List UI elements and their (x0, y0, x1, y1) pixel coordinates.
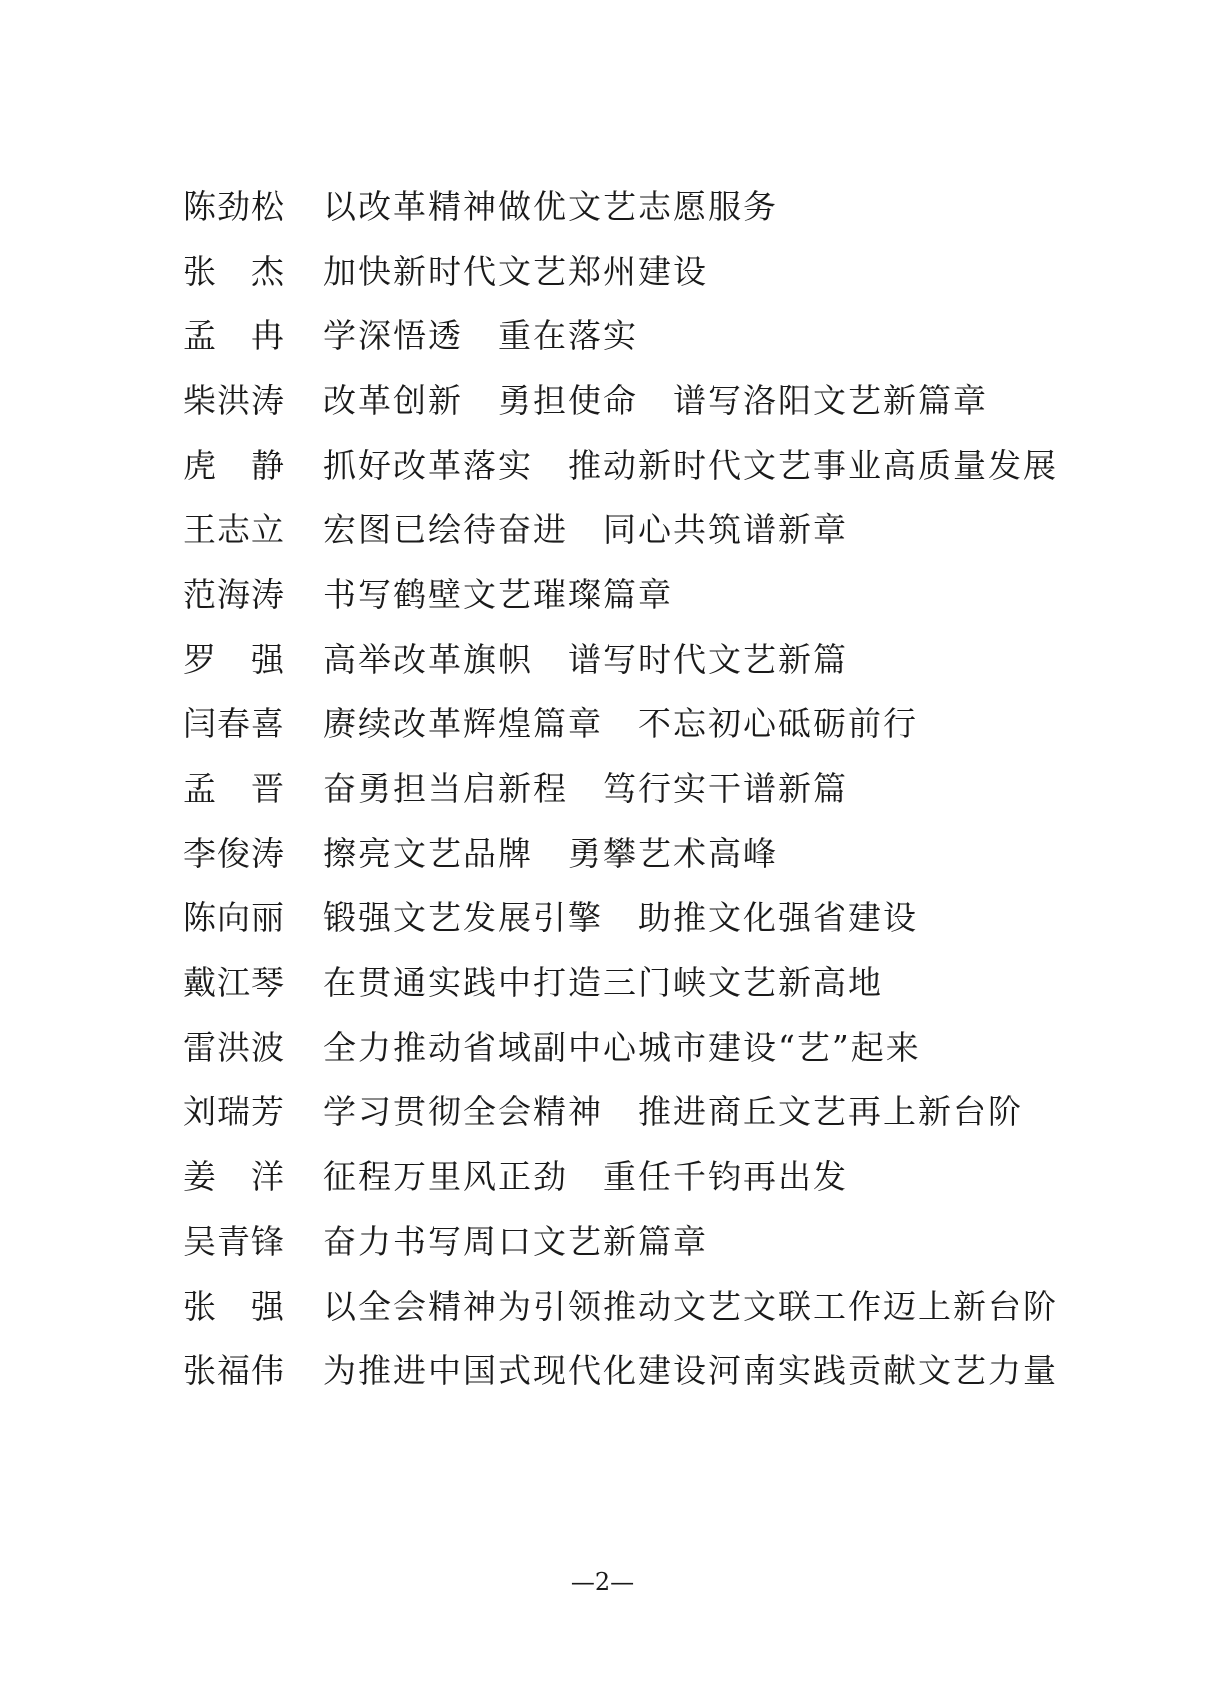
author-name: 虎 静 (183, 445, 285, 485)
author-name: 张福伟 (183, 1351, 285, 1391)
list-item (183, 1336, 1083, 1401)
article-title: 加快新时代文艺郑州建设 (323, 251, 708, 291)
page-number: —2— (570, 1568, 635, 1596)
list-item (183, 948, 1083, 1013)
list-item (183, 1013, 1083, 1078)
list-item (183, 819, 1083, 884)
list-item (183, 172, 1083, 237)
author-name: 王志立 (183, 510, 285, 550)
author-name: 刘瑞芳 (183, 1092, 285, 1132)
author-name: 孟 晋 (183, 769, 285, 809)
author-name: 姜 洋 (183, 1157, 285, 1197)
list-item (183, 1142, 1083, 1207)
article-title: 为推进中国式现代化建设河南实践贡献文艺力量 (323, 1351, 1058, 1391)
article-title: 学深悟透 重在落实 (323, 316, 638, 356)
article-title: 抓好改革落实 推动新时代文艺事业高质量发展 (323, 445, 1058, 485)
article-title: 以改革精神做优文艺志愿服务 (323, 186, 778, 226)
article-title: 奋力书写周口文艺新篇章 (323, 1221, 708, 1261)
author-name: 张 强 (183, 1286, 285, 1326)
list-item (183, 237, 1083, 302)
author-name: 张 杰 (183, 251, 285, 291)
article-title: 宏图已绘待奋进 同心共筑谱新章 (323, 510, 848, 550)
list-item (183, 431, 1083, 496)
article-title: 全力推动省域副中心城市建设“艺”起来 (323, 1027, 921, 1067)
list-item (183, 690, 1083, 755)
list-item (183, 301, 1083, 366)
article-title: 书写鹤壁文艺璀璨篇章 (323, 574, 673, 614)
author-name: 闫春喜 (183, 704, 285, 744)
article-title: 征程万里风正劲 重任千钧再出发 (323, 1157, 848, 1197)
article-title: 高举改革旗帜 谱写时代文艺新篇 (323, 639, 848, 679)
list-item (183, 1207, 1083, 1272)
article-title: 擦亮文艺品牌 勇攀艺术高峰 (323, 833, 778, 873)
list-item (183, 625, 1083, 690)
list-item (183, 754, 1083, 819)
author-name: 柴洪涛 (183, 380, 285, 420)
author-name: 陈向丽 (183, 898, 285, 938)
author-name: 范海涛 (183, 574, 285, 614)
list-item (183, 495, 1083, 560)
list-item (183, 366, 1083, 431)
list-item (183, 1272, 1083, 1337)
author-name: 李俊涛 (183, 833, 285, 873)
author-name: 雷洪波 (183, 1027, 285, 1067)
article-title: 锻强文艺发展引擎 助推文化强省建设 (323, 898, 918, 938)
article-title: 学习贯彻全会精神 推进商丘文艺再上新台阶 (323, 1092, 1023, 1132)
list-item (183, 1078, 1083, 1143)
author-name: 戴江琴 (183, 963, 285, 1003)
list-item (183, 560, 1083, 625)
article-title: 奋勇担当启新程 笃行实干谱新篇 (323, 769, 848, 809)
article-title: 以全会精神为引领推动文艺文联工作迈上新台阶 (323, 1286, 1058, 1326)
article-title: 改革创新 勇担使命 谱写洛阳文艺新篇章 (323, 380, 988, 420)
list-item (183, 884, 1083, 949)
author-name: 陈劲松 (183, 186, 285, 226)
article-title: 赓续改革辉煌篇章 不忘初心砥砺前行 (323, 704, 918, 744)
author-name: 罗 强 (183, 639, 285, 679)
author-name: 吴青锋 (183, 1221, 285, 1261)
entry-list (183, 172, 1083, 1401)
author-name: 孟 冉 (183, 316, 285, 356)
article-title: 在贯通实践中打造三门峡文艺新高地 (323, 963, 883, 1003)
